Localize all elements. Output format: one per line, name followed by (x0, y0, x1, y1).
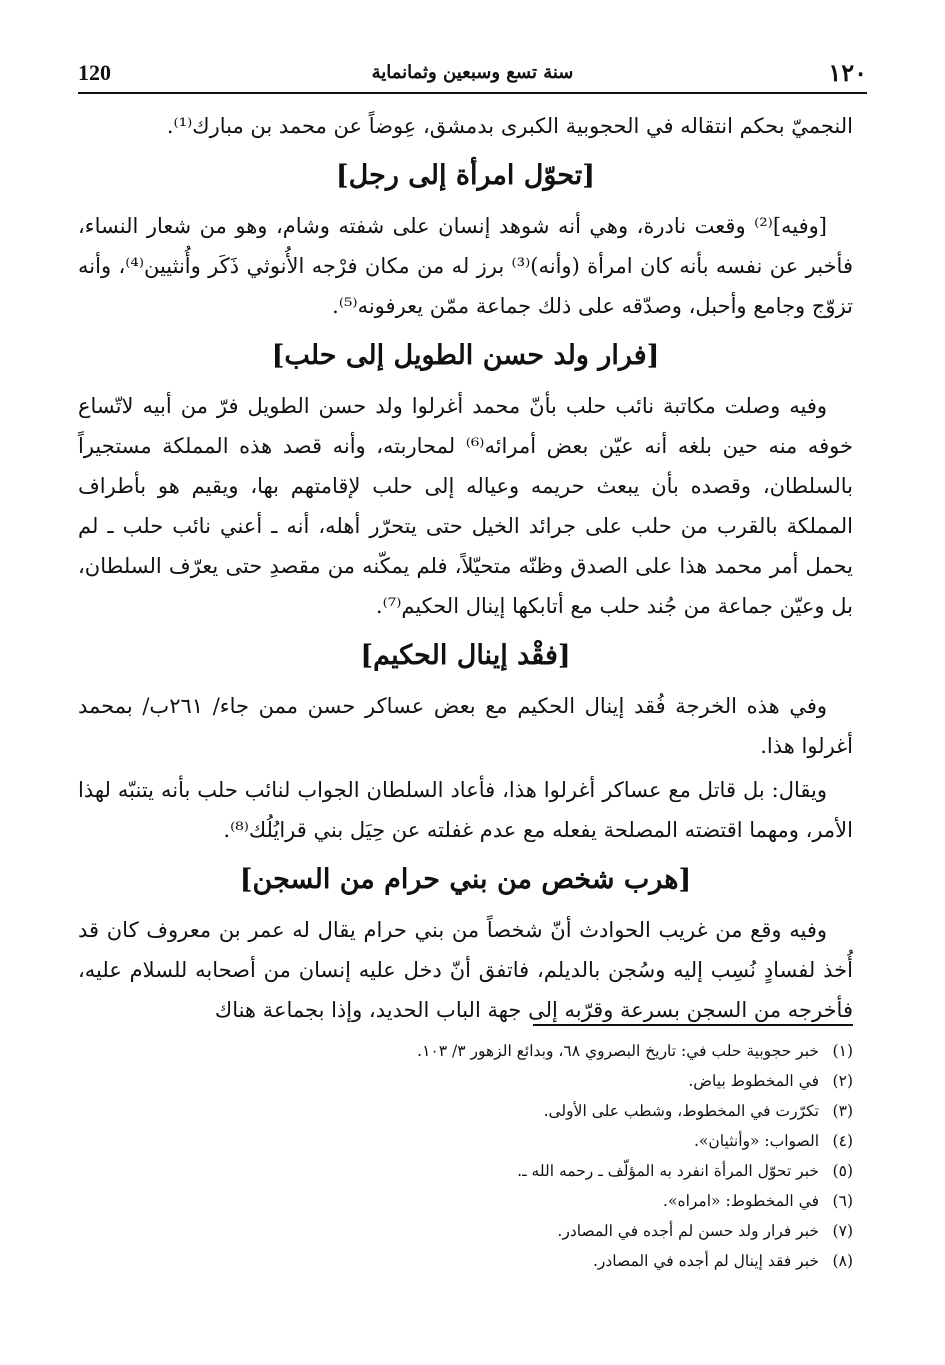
footnote-text: خبر تحوّل المرأة انفرد به المؤلّف ـ رحمه الله ـ. (517, 1162, 819, 1180)
footnote-number: (٨) (832, 1252, 853, 1270)
footnote-divider (533, 1024, 853, 1026)
footnote-text: خبر فقد إينال لم أجده في المصادر. (592, 1252, 819, 1270)
paragraph: وفي هذه الخرجة فُقد إينال الحكيم مع بعض عساكر حسن ممن جاء/ ٢٦١ب/ بمحمد أغرلوا هذا. (78, 694, 853, 758)
footnote-number: (٧) (832, 1222, 853, 1240)
footnote-text: خبر حجوبية حلب في: تاريخ البصروي ٦٨، وبدائع الزهور ٣/ ١٠٣. (417, 1042, 819, 1060)
main-text (78, 106, 853, 1034)
footnote-item (78, 1066, 853, 1096)
footnote-number: (٢) (832, 1072, 853, 1090)
paragraph: [وفيه]⁽²⁾ وقعت نادرة، وهي أنه شوهد إنسان على شفته وشام، وهو من شعار النساء، فأخبر عن نفسه بأنه كان امرأة (وأنه)⁽³⁾ برز له من مكان فرْجه الأُنوثي ذَكَر وأُنثيين⁽⁴⁾، وأنه تزوّج وجامع وأحبل، وصدّقه على ذلك جماعة ممّن يعرفونه⁽⁵⁾. (78, 214, 853, 318)
footnote-item (78, 1216, 853, 1246)
footnote-item (78, 1096, 853, 1126)
footnote-number: (٦) (832, 1192, 853, 1210)
page-header (78, 58, 867, 94)
section-heading-loss-of-inal: [فقْد إينال الحكيم] (360, 640, 571, 671)
running-title: سنة تسع وسبعين وثمانماية (371, 62, 574, 83)
footnote-item (78, 1156, 853, 1186)
page-number-arabic: ١٢٠ (828, 58, 867, 87)
footnote-text: خبر فرار ولد حسن لم أجده في المصادر. (557, 1222, 819, 1240)
footnote-item (78, 1246, 853, 1276)
section-heading-transformation: [تحوّل امرأة إلى رجل] (335, 160, 596, 191)
footnote-text: في المخطوط: «امراه». (663, 1192, 819, 1210)
footnotes (78, 1024, 853, 1276)
paragraph: ويقال: بل قاتل مع عساكر أغرلوا هذا، فأعاد السلطان الجواب لنائب حلب بأنه يتنبّه لهذا الأمر، ومهما اقتضته المصلحة يفعله مع عدم غفلته عن حِيَل بني قرايُلُك⁽⁸⁾. (78, 778, 853, 842)
paragraph: وفيه وصلت مكاتبة نائب حلب بأنّ محمد أغرلوا ولد حسن الطويل فرّ من أبيه لاتّساع خوفه منه حين بلغه أنه عيّن بعض أمرائه⁽⁶⁾ لمحاربته، وأنه قصد هذه المملكة مستجيراً بالسلطان، وقصده بأن يبعث حريمه وعياله إلى حلب لإقامتهم بها، ويقيم هو بأطراف المملكة بالقرب من حلب على جرائد الخيل حتى يتحرّر أهله، أنه ـ أعني نائب حلب ـ لم يحمل أمر محمد هذا على الصدق وظنّه متحيّلاً، فلم يمكّنه من مقصدِ حتى يعرّف السلطان، بل وعيّن جماعة من جُند حلب مع أتابكها إينال الحكيم⁽⁷⁾. (78, 394, 854, 618)
footnote-number: (٤) (832, 1132, 853, 1150)
page-number-latin: 120 (78, 60, 111, 85)
footnote-item (78, 1186, 853, 1216)
footnote-text: الصواب: «وأنثيان». (694, 1132, 819, 1150)
section-heading-prison-escape: [هرب شخص من بني حرام من السجن] (239, 864, 692, 895)
footnote-number: (١) (832, 1042, 853, 1060)
footnote-item (78, 1036, 853, 1066)
section-heading-flight-to-aleppo: [فرار ولد حسن الطويل إلى حلب] (271, 340, 660, 371)
footnote-number: (٣) (832, 1102, 853, 1120)
footnote-item (78, 1126, 853, 1156)
footnote-number: (٥) (832, 1162, 853, 1180)
intro-paragraph: النجميّ بحكم انتقاله في الحجوبية الكبرى بدمشق، عِوضاً عن محمد بن مبارك⁽¹⁾. (166, 114, 853, 138)
footnote-text: في المخطوط بياض. (688, 1072, 819, 1090)
footnote-text: تكرّرت في المخطوط، وشطب على الأولى. (543, 1102, 819, 1120)
paragraph: وفيه وقع من غريب الحوادث أنّ شخصاً من بني حرام يقال له عمر بن معروف كان قد أُخذ لفسادٍ نُسِب إليه وسُجن بالديلم، فاتفق أنّ دخل عليه إنسان من أصحابه للسلام عليه، فأخرجه من السجن بسرعة وقرّبه إلى جهة الباب الحديد، وإذا بجماعة هناك (78, 918, 853, 1022)
